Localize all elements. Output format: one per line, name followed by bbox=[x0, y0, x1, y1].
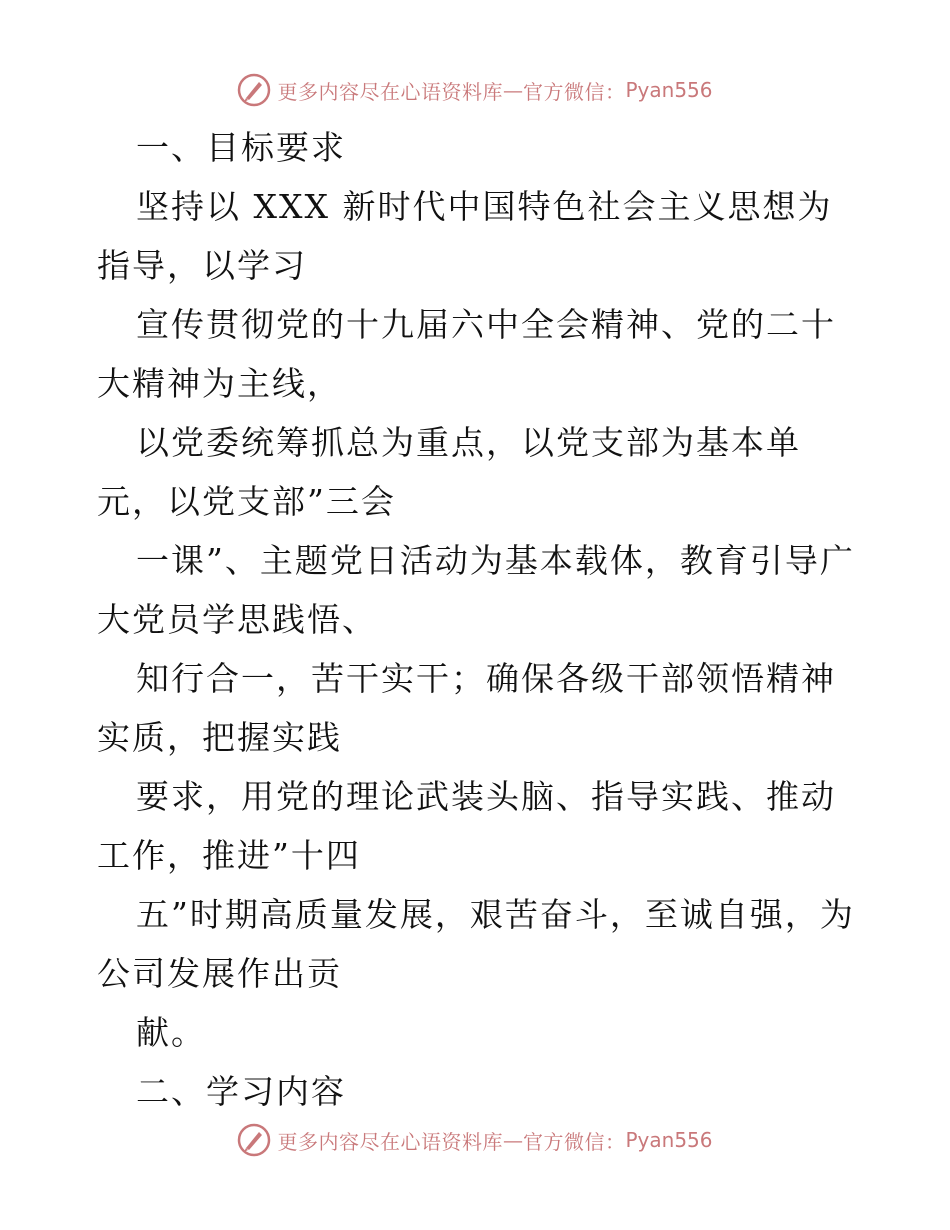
watermark-banner-bottom bbox=[0, 1120, 950, 1160]
body-paragraph: 五”时期高质量发展，艰苦奋斗，至诚自强，为公司发展作出贡 bbox=[97, 895, 855, 993]
watermark-contact-id: Pyan556 bbox=[625, 78, 713, 102]
quill-logo-icon bbox=[237, 1123, 271, 1157]
watermark-banner-top bbox=[0, 70, 950, 110]
body-paragraph: 要求，用党的理论武装头脑、指导实践、推动工作，推进”十四 bbox=[97, 777, 836, 875]
heading-study-content: 二、学习内容 bbox=[136, 1072, 346, 1111]
body-paragraph: 知行合一，苦干实干；确保各级干部领悟精神实质，把握实践 bbox=[97, 659, 836, 757]
watermark-contact-label: 官方微信： bbox=[522, 1129, 626, 1154]
document-body bbox=[97, 118, 857, 1121]
watermark-text: 更多内容尽在心语资料库 bbox=[277, 1129, 503, 1154]
body-paragraph: 宣传贯彻党的十九届六中全会精神、党的二十大精神为主线， bbox=[97, 305, 836, 403]
body-paragraph: 一课”、主题党日活动为基本载体，教育引导广大党员学思践悟、 bbox=[97, 541, 855, 639]
quill-logo-icon bbox=[237, 73, 271, 107]
heading-objectives: 一、目标要求 bbox=[136, 128, 346, 167]
watermark-separator: — bbox=[502, 1128, 523, 1152]
body-paragraph: 坚持以 XXX 新时代中国特色社会主义思想为指导，以学习 bbox=[97, 187, 833, 285]
body-paragraph: 以党委统筹抓总为重点，以党支部为基本单元，以党支部”三会 bbox=[97, 423, 801, 521]
watermark-contact-id: Pyan556 bbox=[625, 1128, 713, 1152]
watermark-separator: — bbox=[502, 78, 523, 102]
body-paragraph: 献。 bbox=[136, 1013, 206, 1052]
watermark-text: 更多内容尽在心语资料库 bbox=[277, 79, 503, 104]
watermark-contact-label: 官方微信： bbox=[522, 79, 626, 104]
